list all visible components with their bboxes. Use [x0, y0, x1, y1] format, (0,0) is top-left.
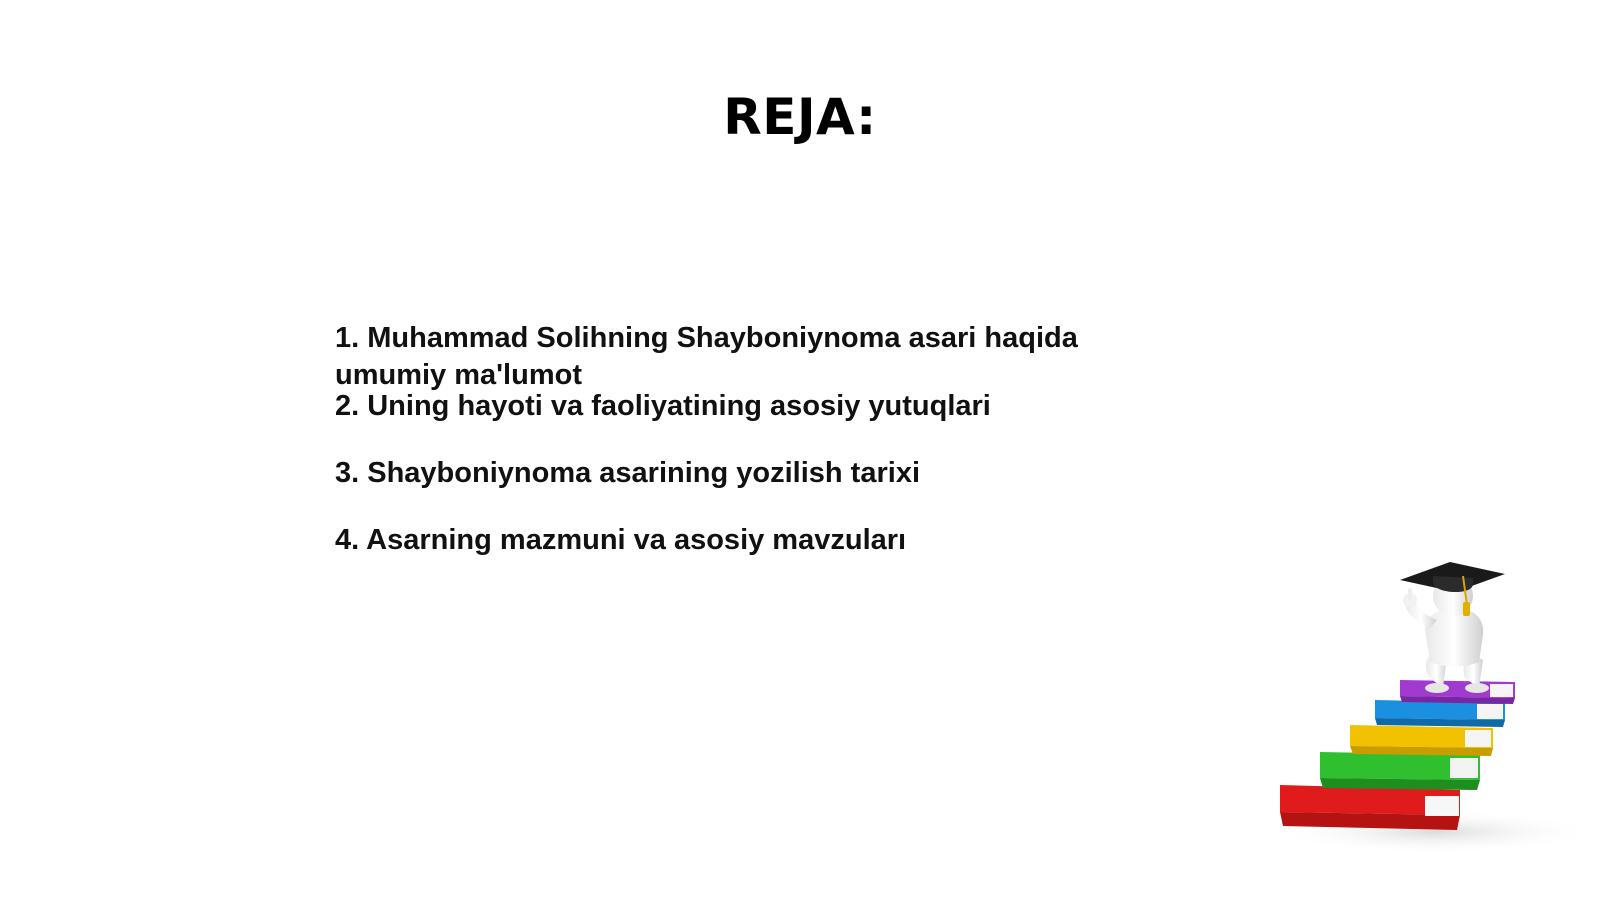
- plan-item-3: 3. Shayboniynoma asarining yozilish tarixi: [335, 457, 920, 489]
- book-purple: [1400, 680, 1515, 704]
- book-yellow: [1350, 725, 1493, 756]
- book-green: [1320, 752, 1480, 790]
- plan-item-1: 1. Muhammad Solihning Shayboniynoma asari haqida umumiy ma'lumot: [335, 322, 1078, 391]
- plan-item-2: 2. Uning hayoti va faoliyatining asosiy yutuqlari: [335, 390, 991, 422]
- slide-title: REJA:: [723, 88, 877, 146]
- graduate-figure: [1400, 562, 1505, 693]
- book-red: [1280, 785, 1460, 830]
- graduate-on-books-icon: [1265, 560, 1595, 860]
- plan-list: [335, 320, 1155, 562]
- book-blue: [1375, 700, 1505, 727]
- plan-item-4: 4. Asarning mazmuni va asosiy mavzuları: [335, 524, 907, 556]
